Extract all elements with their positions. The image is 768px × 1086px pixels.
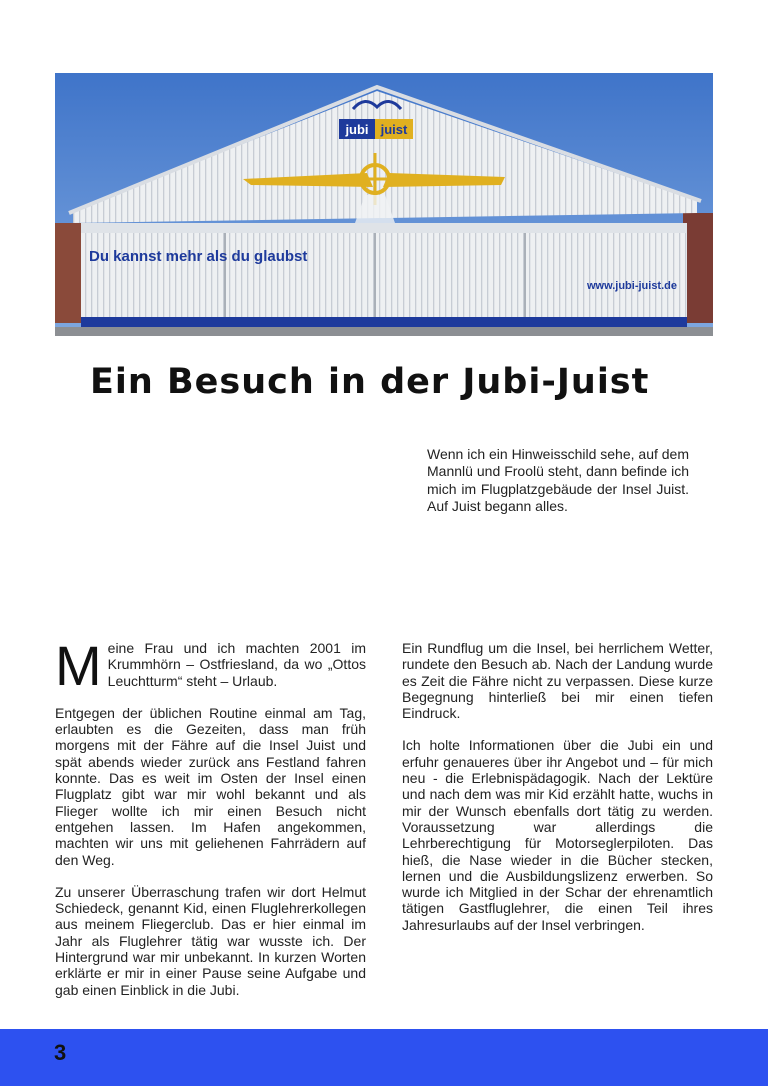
drop-cap: M: [55, 634, 102, 697]
paragraph: Entgegen der üblichen Routine einmal am Tag, erlaubten es die Gezeiten, dass man früh morgens mit der Fähre auf die Insel Juist und spät abends wieder zurück ans Festland fahren konnte. Das es weit im Osten der Insel einen Flugplatz gibt war mir wohl bekannt und als Flieger wollte ich mir einen Besuch nicht entgehen lassen. Im Hafen angekommen, machten wir uns mit geliehenen Fahrrädern auf den Weg.: [55, 704, 366, 868]
ground: [55, 327, 713, 336]
paragraph: Ich holte Informationen über die Jubi ein und erfuhr genaueres über ihr Angebot und – für mich neu - die Erlebnispädagogik. Nach der Lektüre und nach dem was mir Kid erzählt hatte, wuchs in mir der Wunsch ebenfalls dort tätig zu werden. Voraussetzung war allerdings die Lehrberechtigung für Motorseglerpiloten. Das hieß, die Nase wieder in die Bücher stecken, lernen und die Ausbildungslizenz erwerben. So wurde ich Mitglied in der Schar der ehrenamtlich tätigen Gastfluglehrer, die einen Teil ihres Jahresurlaubs auf der Insel verbringen.: [402, 737, 713, 933]
side-building-left: [55, 223, 85, 323]
svg-text:juist: juist: [380, 122, 408, 137]
page-number: 3: [54, 1040, 67, 1065]
article-title: Ein Besuch in der Jubi-Juist: [90, 362, 650, 402]
side-building-right: [683, 213, 713, 323]
right-column: [402, 640, 713, 949]
footer-bar: [0, 1029, 768, 1086]
paragraph-text: eine Frau und ich machten 2001 im Krummhörn – Ostfriesland, da wo „Ottos Leuchtturm“ steht – Urlaub.: [107, 640, 366, 689]
banner-slogan: Du kannst mehr als du glaubst: [89, 248, 308, 265]
left-column: [55, 634, 366, 1014]
paragraph: Zu unserer Überraschung trafen wir dort Helmut Schiedeck, genannt Kid, einen Fluglehrerkollegen aus meinem Fliegerclub. Das er hier einmal im Jahr als Fluglehrer tätig war wusste ich. Der Hintergrund war mir unbekannt. In kurzen Worten erklärte er mir in einer Pause seine Aufgabe und gab einen Einblick in die Jubi.: [55, 883, 366, 998]
hangar-photo: [55, 73, 713, 336]
paragraph: [55, 634, 366, 697]
article-intro: Wenn ich ein Hinweisschild sehe, auf dem Mannlü und Froolü steht, dann befinde ich mich im Flugplatzgebäude der Insel Juist. Auf Juist begann alles.: [427, 446, 689, 514]
blue-stripe: [81, 317, 687, 327]
banner-url: www.jubi-juist.de: [586, 280, 677, 292]
hangar-doors: [81, 223, 687, 321]
paragraph: Ein Rundflug um die Insel, bei herrlichem Wetter, rundete den Besuch ab. Nach der Landung wurde es Zeit die Fähre nicht zu verpassen. Diese kurze Begegnung hinterließ bei mir einen tiefen Eindruck.: [402, 640, 713, 722]
svg-text:jubi: jubi: [345, 122, 369, 137]
hangar-illustration: [55, 73, 713, 336]
